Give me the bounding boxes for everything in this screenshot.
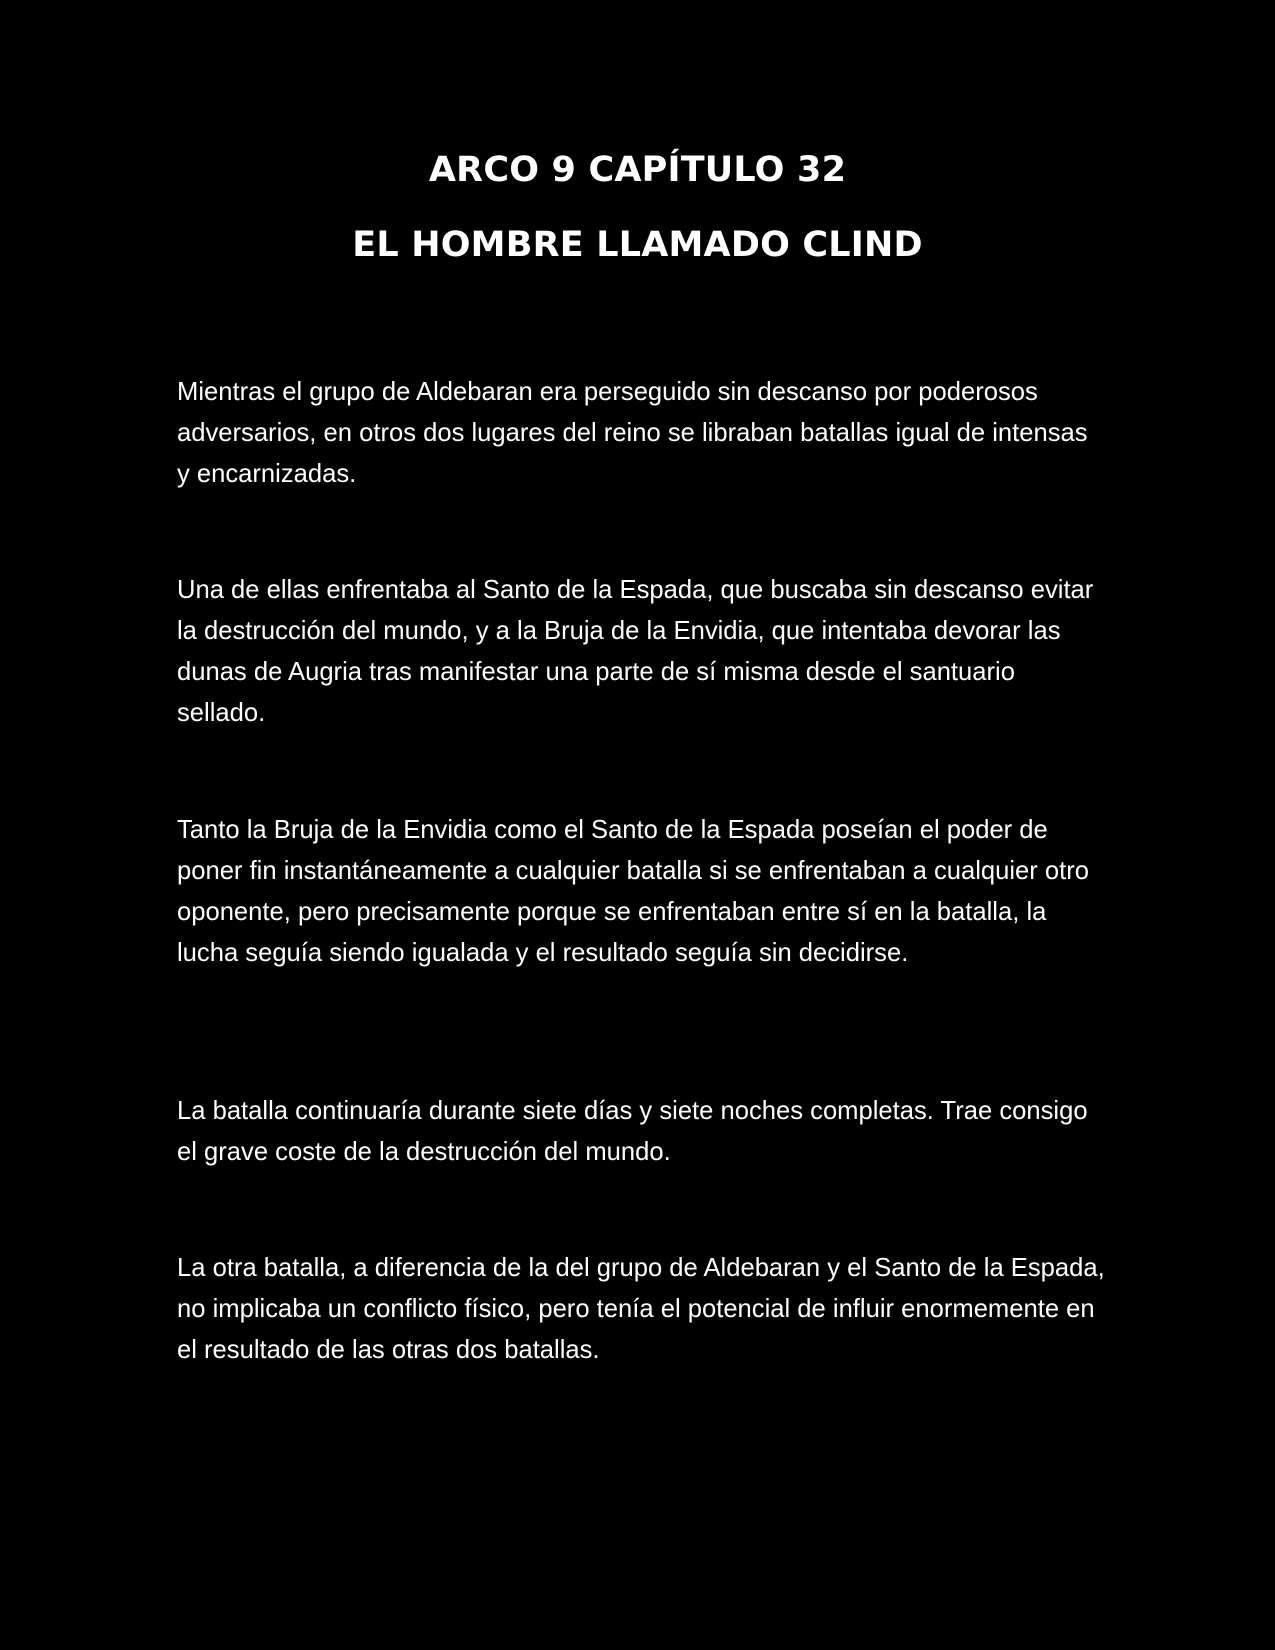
paragraph-1: Mientras el grupo de Aldebaran era perseguido sin descanso por poderosos adversarios, en otros dos lugares del reino se libraban batallas igual de intensas y encarnizadas. [177, 378, 1088, 488]
paragraph-5: La otra batalla, a diferencia de la del grupo de Aldebaran y el Santo de la Espada, no implicaba un conflicto físico, pero tenía el potencial de influir enormemente en el resultado de las otras dos batallas. [177, 1254, 1105, 1364]
chapter-title: EL HOMBRE LLAMADO CLIND [352, 225, 923, 265]
paragraph-4: La batalla continuaría durante siete días y siete noches completas. Trae consigo el grave coste de la destrucción del mundo. [177, 1097, 1088, 1166]
paragraph-2: Una de ellas enfrentaba al Santo de la Espada, que buscaba sin descanso evitar la destrucción del mundo, y a la Bruja de la Envidia, que intentaba devorar las dunas de Augria tras manifestar una parte de sí misma desde el santuario sellado. [177, 576, 1094, 727]
chapter-heading: ARCO 9 CAPÍTULO 32 [428, 150, 847, 190]
paragraph-3: Tanto la Bruja de la Envidia como el Santo de la Espada poseían el poder de poner fin instantáneamente a cualquier batalla si se enfrentaban a cualquier otro oponente, pero precisamente porque se enfrentaban entre sí en la batalla, la lucha seguía siendo igualada y el resultado seguía sin decidirse. [177, 816, 1090, 967]
